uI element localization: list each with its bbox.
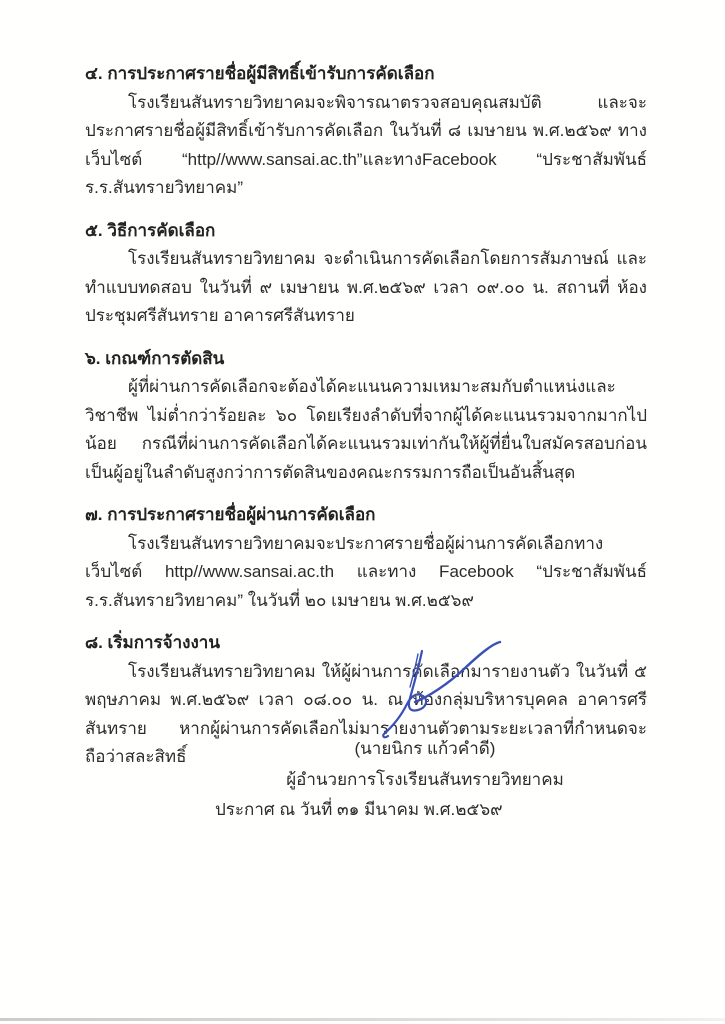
- section-8-heading: ๘. เริ่มการจ้างงาน: [85, 633, 220, 652]
- section-7-heading: ๗. การประกาศรายชื่อผู้ผ่านการคัดเลือก: [85, 505, 376, 524]
- section-7-paragraph: โรงเรียนสันทรายวิทยาคมจะประกาศรายชื่อผู้ผ่านการคัดเลือกทางเว็บไซต์ http//www.sansai.ac.th และทาง Facebook “ประชาสัมพันธ์ร.ร.สันทรายวิทยาคม” ในวันที่ ๒๐ เมษายน พ.ศ.๒๕๖๙: [85, 533, 647, 610]
- section-7: [85, 501, 647, 615]
- section-6: [85, 345, 647, 488]
- announcement-body: [85, 60, 647, 824]
- section-8-paragraph: โรงเรียนสันทรายวิทยาคม ให้ผู้ผ่านการคัดเลือกมารายงานตัว ในวันที่ ๕ พฤษภาคม พ.ศ.๒๕๖๙ เวลา ๐๘.๐๐ น. ณ ห้องกลุ่มบริหารบุคคล อาคารศรีสันทราย หากผู้ผ่านการคัดเลือกไม่มารายงานตัวตามระยะเวลาที่กำหนดจะถือว่าสละสิทธิ์: [85, 661, 647, 766]
- scan-bottom-edge: [0, 1018, 725, 1021]
- signatory-block: [275, 733, 575, 795]
- signature: [372, 632, 547, 744]
- handwritten-signature-icon: [372, 632, 547, 744]
- section-4-paragraph: โรงเรียนสันทรายวิทยาคมจะพิจารณาตรวจสอบคุณสมบัติ และจะประกาศรายชื่อผู้มีสิทธิ์เข้ารับการคัดเลือก ในวันที่ ๘ เมษายน พ.ศ.๒๕๖๙ ทางเว็บไซต์ “http//www.sansai.ac.th”และทางFacebook “ประชาสัมพันธ์ร.ร.สันทรายวิทยาคม”: [85, 92, 647, 197]
- section-6-paragraph: ผู้ที่ผ่านการคัดเลือกจะต้องได้คะแนนความเหมาะสมกับตำแหน่งและวิชาชีพ ไม่ต่ำกว่าร้อยละ ๖๐ โดยเรียงลำดับที่จากผู้ได้คะแนนรวมจากมากไปน้อย กรณีที่ผ่านการคัดเลือกได้คะแนนรวมเท่ากันให้ผู้ที่ยื่นใบสมัครสอบก่อนเป็นผู้อยู่ในลำดับสูงกว่าการตัดสินของคณะกรรมการถือเป็นอันสิ้นสุด: [85, 377, 647, 482]
- section-4: [85, 60, 647, 203]
- signatory-name: (นายนิกร แก้วคำดี): [354, 739, 496, 758]
- section-5-heading: ๕. วิธีการคัดเลือก: [85, 220, 216, 240]
- section-4-heading: ๔. การประกาศรายชื่อผู้มีสิทธิ์เข้ารับการคัดเลือก: [85, 64, 435, 83]
- section-5: [85, 217, 647, 331]
- signatory-title: ผู้อำนวยการโรงเรียนสันทรายวิทยาคม: [286, 770, 564, 789]
- section-5-paragraph: โรงเรียนสันทรายวิทยาคม จะดำเนินการคัดเลือกโดยการสัมภาษณ์ และทำแบบทดสอบ ในวันที่ ๙ เมษายน พ.ศ.๒๕๖๙ เวลา ๐๙.๐๐ น. สถานที่ ห้องประชุมศรีสันทราย อาคารศรีสันทราย: [85, 249, 647, 325]
- section-6-heading: ๖. เกณฑ์การตัดสิน: [85, 348, 225, 368]
- issued-date-line: ประกาศ ณ วันที่ ๓๑ มีนาคม พ.ศ.๒๕๖๙: [215, 799, 503, 819]
